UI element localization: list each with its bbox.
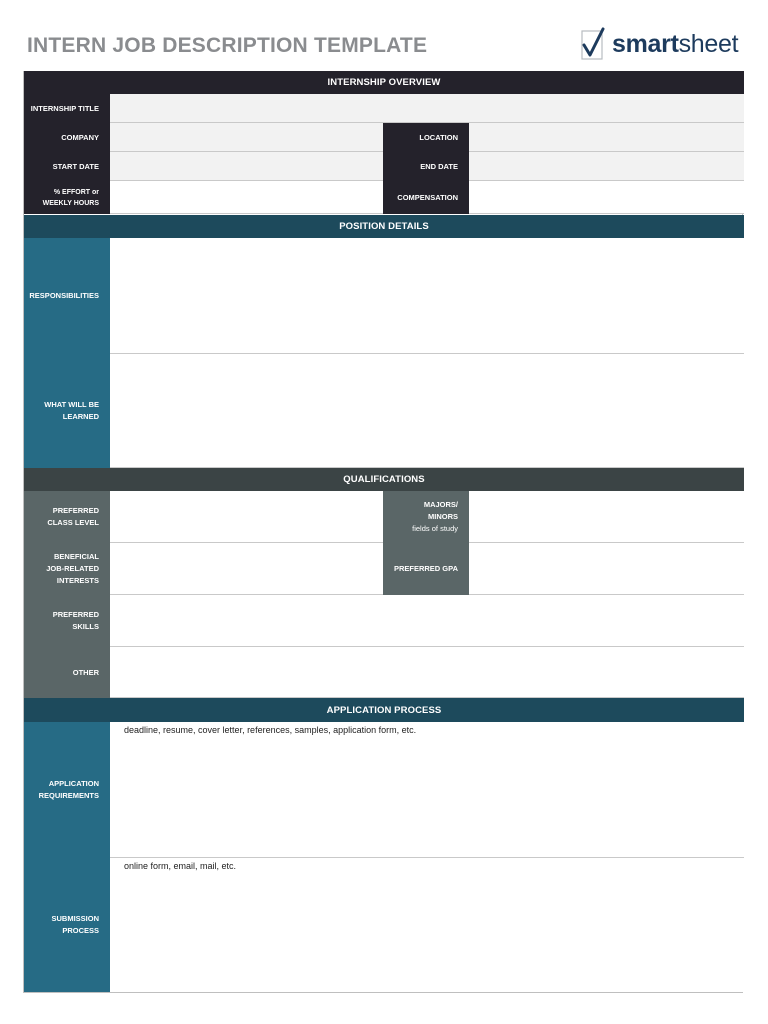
field-compensation[interactable] <box>469 181 744 213</box>
label-preferred-class-level: PREFERRED CLASS LEVEL <box>24 491 110 543</box>
field-preferred-class-level[interactable] <box>110 491 383 542</box>
label-start-date: START DATE <box>24 152 110 181</box>
label-responsibilities: RESPONSIBILITIES <box>24 238 110 354</box>
section-header-application-process: APPLICATION PROCESS <box>24 698 744 722</box>
smartsheet-logo <box>581 24 738 64</box>
section-header-position-details: POSITION DETAILS <box>24 215 744 238</box>
field-responsibilities[interactable] <box>110 238 744 353</box>
label-preferred-skills: PREFERRED SKILLS <box>24 595 110 647</box>
field-job-related-interests[interactable] <box>110 543 383 594</box>
label-application-requirements: APPLICATION REQUIREMENTS <box>24 722 110 858</box>
field-effort-hours[interactable] <box>110 181 383 213</box>
label-job-related-interests: BENEFICIAL JOB-RELATED INTERESTS <box>24 543 110 595</box>
row-submission-process <box>24 858 744 992</box>
row-class-level-majors <box>24 491 744 543</box>
field-company[interactable] <box>110 123 383 151</box>
label-majors-minors-main: MAJORS/ MINORS <box>423 500 458 521</box>
row-internship-title <box>24 94 744 123</box>
field-application-requirements[interactable]: deadline, resume, cover letter, references, samples, application form, etc. <box>110 722 744 857</box>
section-header-qualifications: QUALIFICATIONS <box>24 468 744 491</box>
label-company: COMPANY <box>24 123 110 152</box>
job-description-form <box>23 71 743 993</box>
checkmark-icon <box>581 27 607 61</box>
field-other[interactable] <box>110 647 744 697</box>
field-what-will-be-learned[interactable] <box>110 354 744 467</box>
field-majors-minors[interactable] <box>469 491 744 542</box>
label-compensation: COMPENSATION <box>383 181 469 214</box>
section-header-internship-overview: INTERNSHIP OVERVIEW <box>24 71 744 94</box>
label-submission-process: SUBMISSION PROCESS <box>24 858 110 992</box>
row-company-location <box>24 123 744 152</box>
field-start-date[interactable] <box>110 152 383 180</box>
field-preferred-gpa[interactable] <box>469 543 744 594</box>
row-interests-gpa <box>24 543 744 595</box>
label-end-date: END DATE <box>383 152 469 181</box>
page-title: INTERN JOB DESCRIPTION TEMPLATE <box>27 34 428 57</box>
logo-wordmark: smartsheet <box>612 29 739 58</box>
label-majors-minors-sub: fields of study <box>412 524 458 533</box>
row-preferred-skills <box>24 595 744 647</box>
row-effort-compensation <box>24 181 744 214</box>
row-what-will-be-learned <box>24 354 744 468</box>
label-majors-minors <box>383 491 469 543</box>
label-effort-hours: % EFFORT or WEEKLY HOURS <box>24 181 110 214</box>
label-what-will-be-learned: WHAT WILL BE LEARNED <box>24 354 110 468</box>
field-location[interactable] <box>469 123 744 151</box>
label-preferred-gpa: PREFERRED GPA <box>383 543 469 595</box>
row-dates <box>24 152 744 181</box>
field-submission-process[interactable]: online form, email, mail, etc. <box>110 858 744 992</box>
field-internship-title[interactable] <box>110 94 744 122</box>
field-end-date[interactable] <box>469 152 744 180</box>
row-other <box>24 647 744 698</box>
label-other: OTHER <box>24 647 110 698</box>
row-responsibilities <box>24 238 744 354</box>
field-preferred-skills[interactable] <box>110 595 744 646</box>
label-location: LOCATION <box>383 123 469 152</box>
row-application-requirements <box>24 722 744 858</box>
label-internship-title: INTERNSHIP TITLE <box>24 94 110 123</box>
